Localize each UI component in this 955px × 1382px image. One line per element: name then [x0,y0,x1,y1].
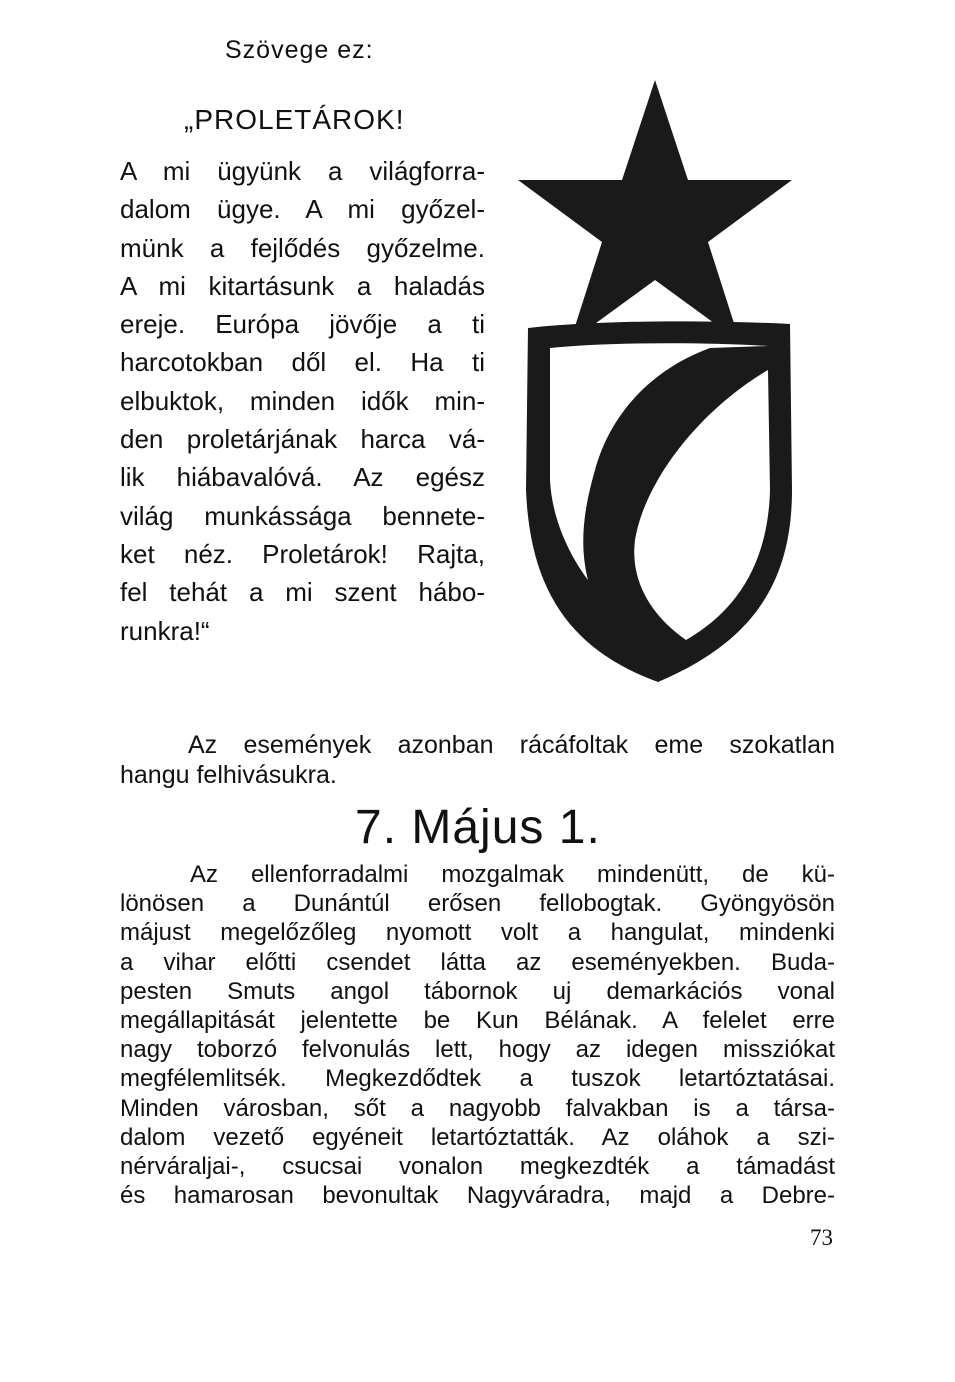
star-shield-emblem [500,70,800,700]
body-line: májust megelőzőleg nyomott volt a hangulat, mindenki [120,919,835,947]
body-line: dalom vezető egyéneit letartóztatták. Az oláhok a szi- [120,1123,835,1151]
body-line: nérváraljai-, csucsai vonalon megkezdték a támadást [120,1152,835,1180]
poem-line: elbuktok, minden idők min- [120,385,485,416]
chapter-title: 7. Május 1. [355,801,601,854]
poem-line: A mi ügyünk a világforra- [120,156,485,186]
body-paragraph [120,860,835,1210]
body-line: megállapitását jelentette be Kun Bélának. A felelet erre [120,1006,835,1034]
body-line: és hamarosan bevonultak Nagyváradra, majd a Debre- [120,1182,835,1210]
poem-line: fel tehát a mi szent hábo- [120,577,485,608]
note-paragraph [120,730,835,790]
body-line: Az ellenforradalmi mozgalmak mindenütt, de kü- [190,861,835,888]
poem-line: harcotokban dől el. Ha ti [120,347,485,378]
page-number: 73 [810,1225,833,1250]
body-line: Minden városban, sőt a nagyobb falvakban is a társa- [120,1094,835,1122]
body-line: lönösen a Dunántúl erősen fellobogtak. Gyöngyösön [120,890,835,918]
poem-line: dalom ügye. A mi győzel- [120,194,485,225]
poem-heading: „PROLETÁROK! [184,104,405,135]
body-line: megfélemlitsék. Megkezdődtek a tuszok letartóztatásai. [120,1065,835,1093]
poem-line: münk a fejlődés győzelme. [120,232,485,263]
poem-text [120,152,485,650]
poem-line: lik hiábavalóvá. Az egész [120,462,485,493]
poem-line: runkra!“ [120,615,210,646]
body-line: pesten Smuts angol tábornok uj demarkációs vonal [120,977,835,1005]
body-line: a vihar előtti csendet látta az eseményekben. Buda- [120,948,835,976]
body-line: nagy toborzó felvonulás lett, hogy az idegen missziókat [120,1036,835,1064]
poem-line: ereje. Európa jövője a ti [120,309,485,340]
poem-line: A mi kitartásunk a haladás [120,270,485,301]
intro-text: Szövege ez: [225,36,374,64]
poem-line: világ munkássága bennete- [120,500,485,531]
poem-line: ket néz. Proletárok! Rajta, [120,538,485,569]
poem-line: den proletárjának harca vá- [120,424,485,455]
star-icon [518,80,792,342]
note-line: Az események azonban rácáfoltak eme szokatlan [188,731,835,759]
note-line: hangu felhivásukra. [120,761,337,789]
